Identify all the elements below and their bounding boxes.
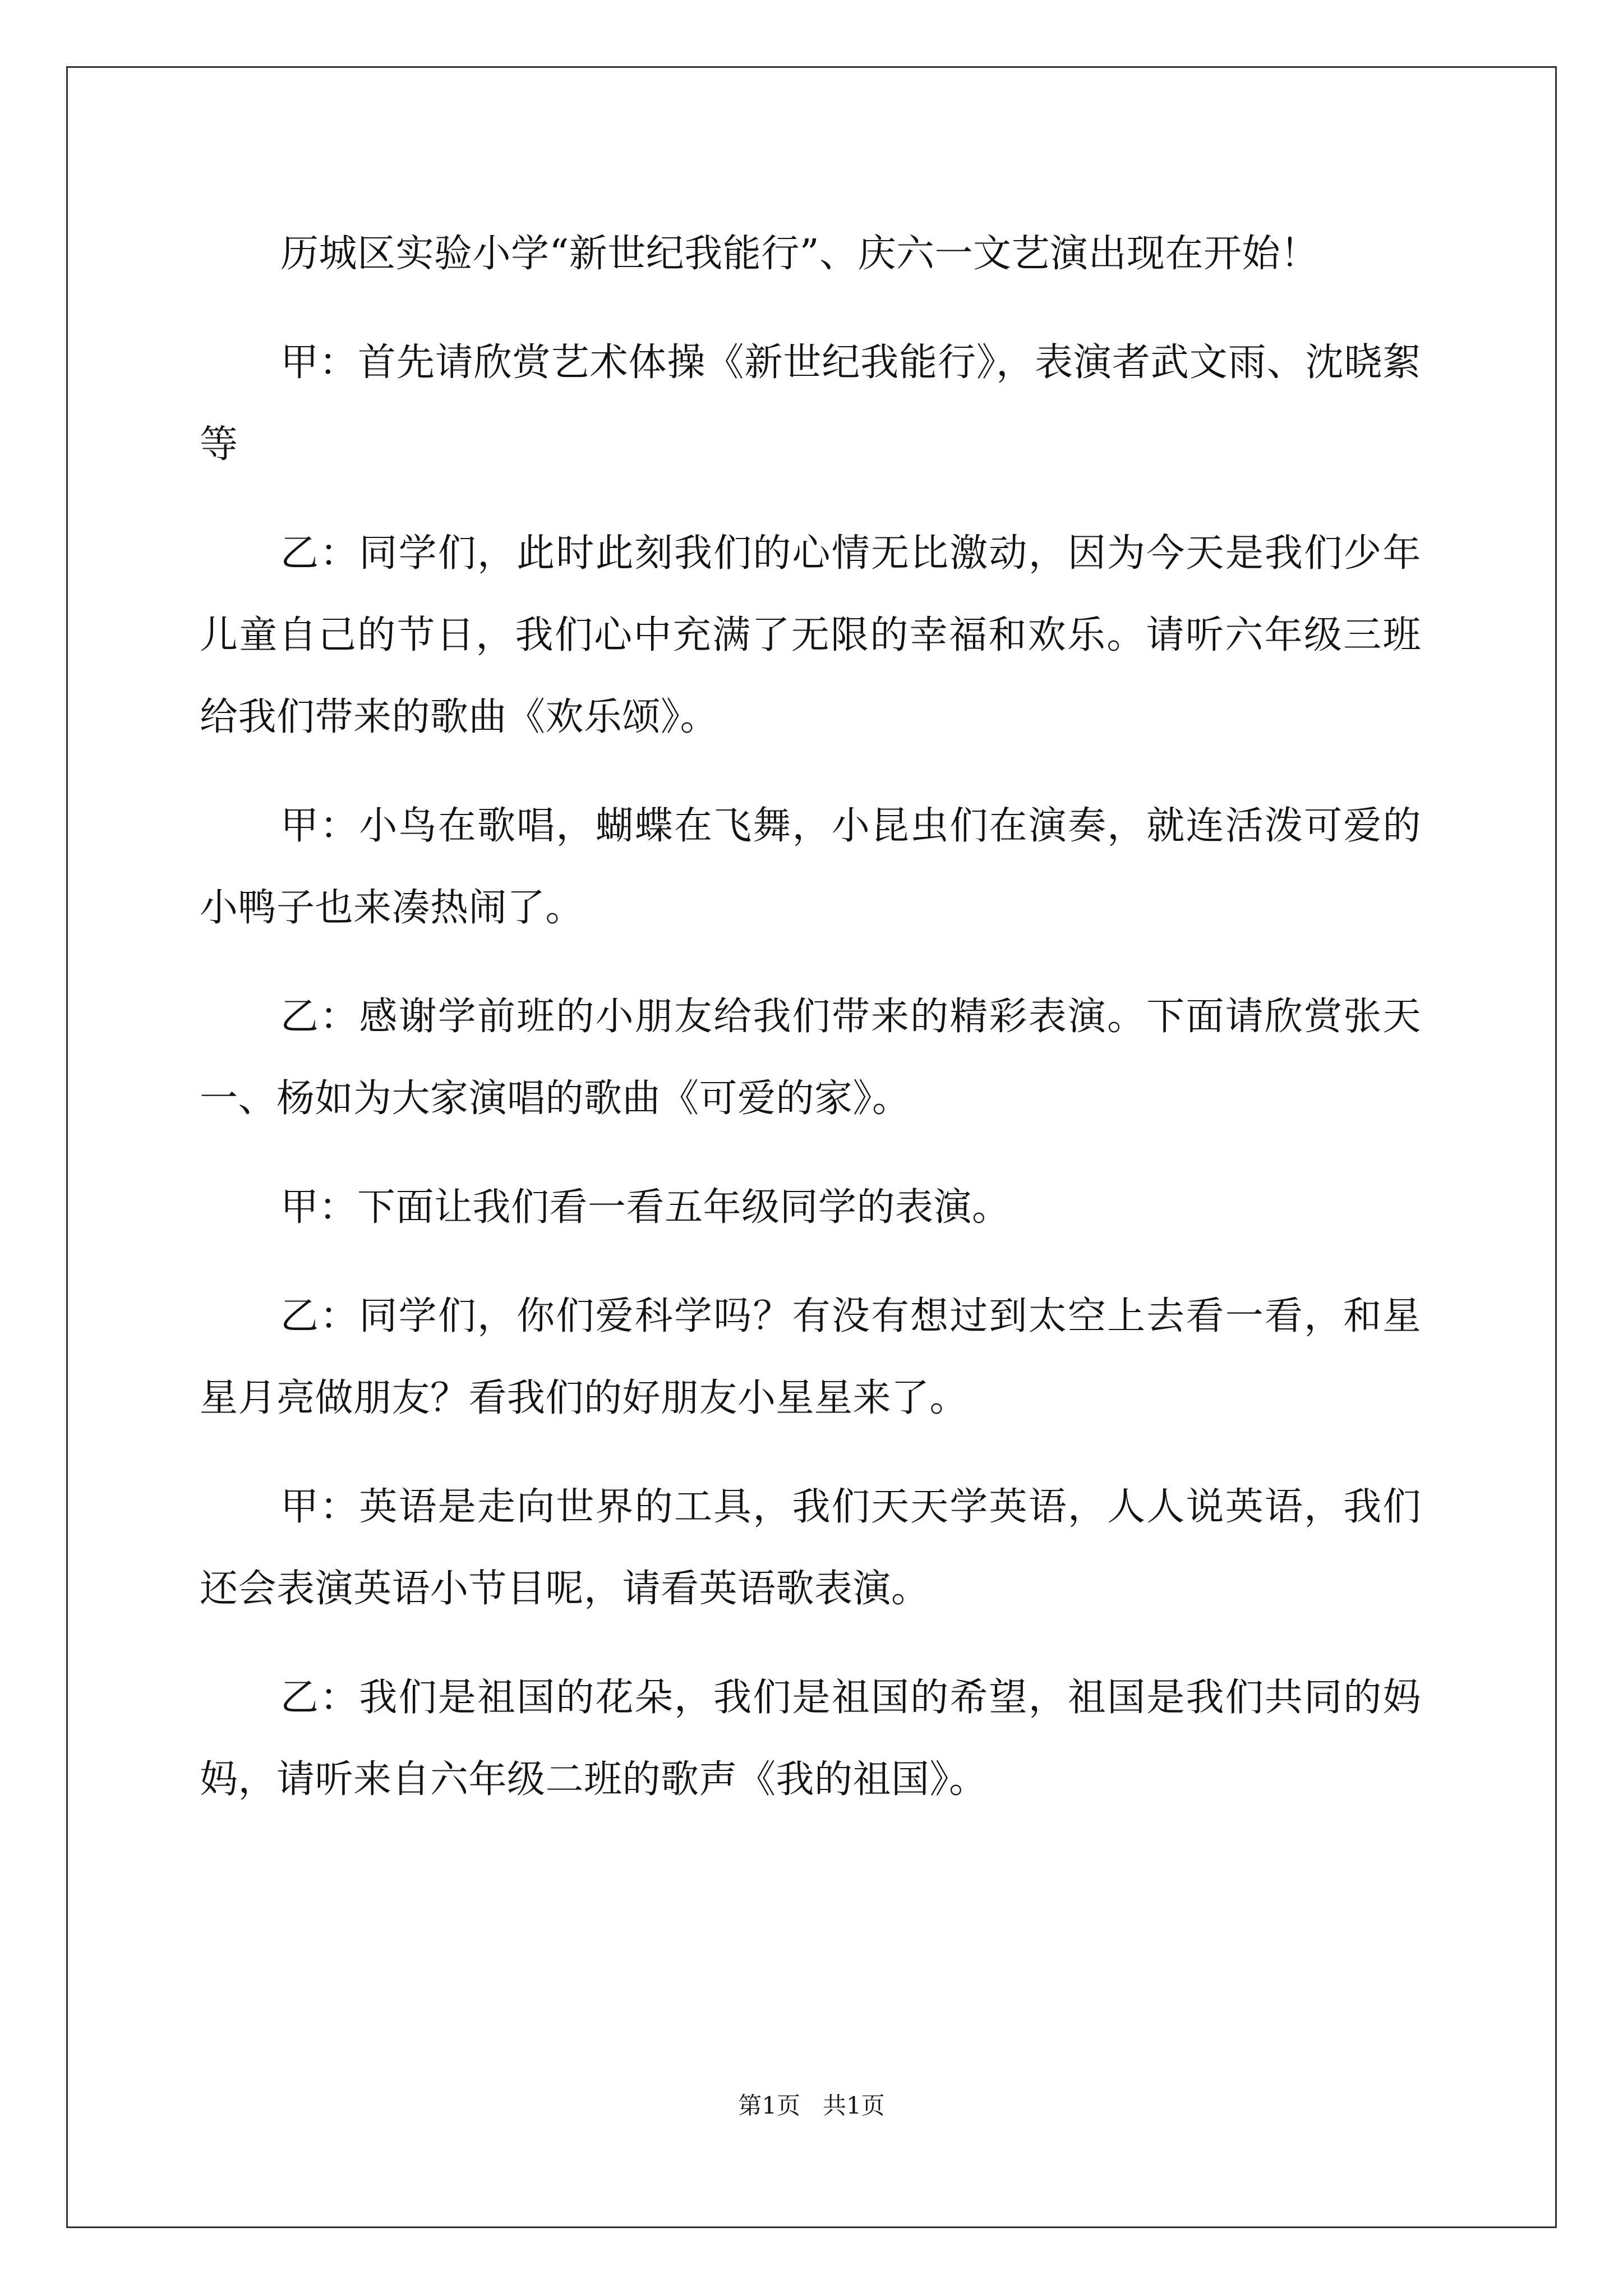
paragraph-opening: 历城区实验小学“新世纪我能行”、庆六一文艺演出现在开始！	[280, 232, 1319, 276]
paragraph-3: 甲：小鸟在歌唱，蝴蝶在飞舞，小昆虫们在演奏，就连活泼可爱的小鸭子也来凑热闹了。	[200, 804, 1421, 930]
paragraph-2: 乙：同学们，此时此刻我们的心情无比激动，因为今天是我们少年儿童自己的节日，我们心中充满了无限的幸福和欢乐。请听六年级三班给我们带来的歌曲《欢乐颂》。	[200, 531, 1421, 739]
paragraph-4: 乙：感谢学前班的小朋友给我们带来的精彩表演。下面请欣赏张天一、杨如为大家演唱的歌曲《可爱的家》。	[200, 995, 1421, 1121]
page-footer: 第1页 共1页	[738, 2092, 885, 2119]
document-body	[200, 213, 1421, 1848]
paragraph-5: 甲：下面让我们看一看五年级同学的表演。	[280, 1185, 1011, 1230]
paragraph-8: 乙：我们是祖国的花朵，我们是祖国的希望，祖国是我们共同的妈妈，请听来自六年级二班的歌声《我的祖国》。	[200, 1676, 1421, 1802]
paragraph-7: 甲：英语是走向世界的工具，我们天天学英语，人人说英语，我们还会表演英语小节目呢，请看英语歌表演。	[200, 1485, 1421, 1611]
paragraph-1: 甲：首先请欣赏艺术体操《新世纪我能行》，表演者武文雨、沈晓絮等	[200, 341, 1421, 467]
paragraph-6: 乙：同学们，你们爱科学吗？有没有想过到太空上去看一看，和星星月亮做朋友？看我们的好朋友小星星来了。	[200, 1294, 1421, 1420]
